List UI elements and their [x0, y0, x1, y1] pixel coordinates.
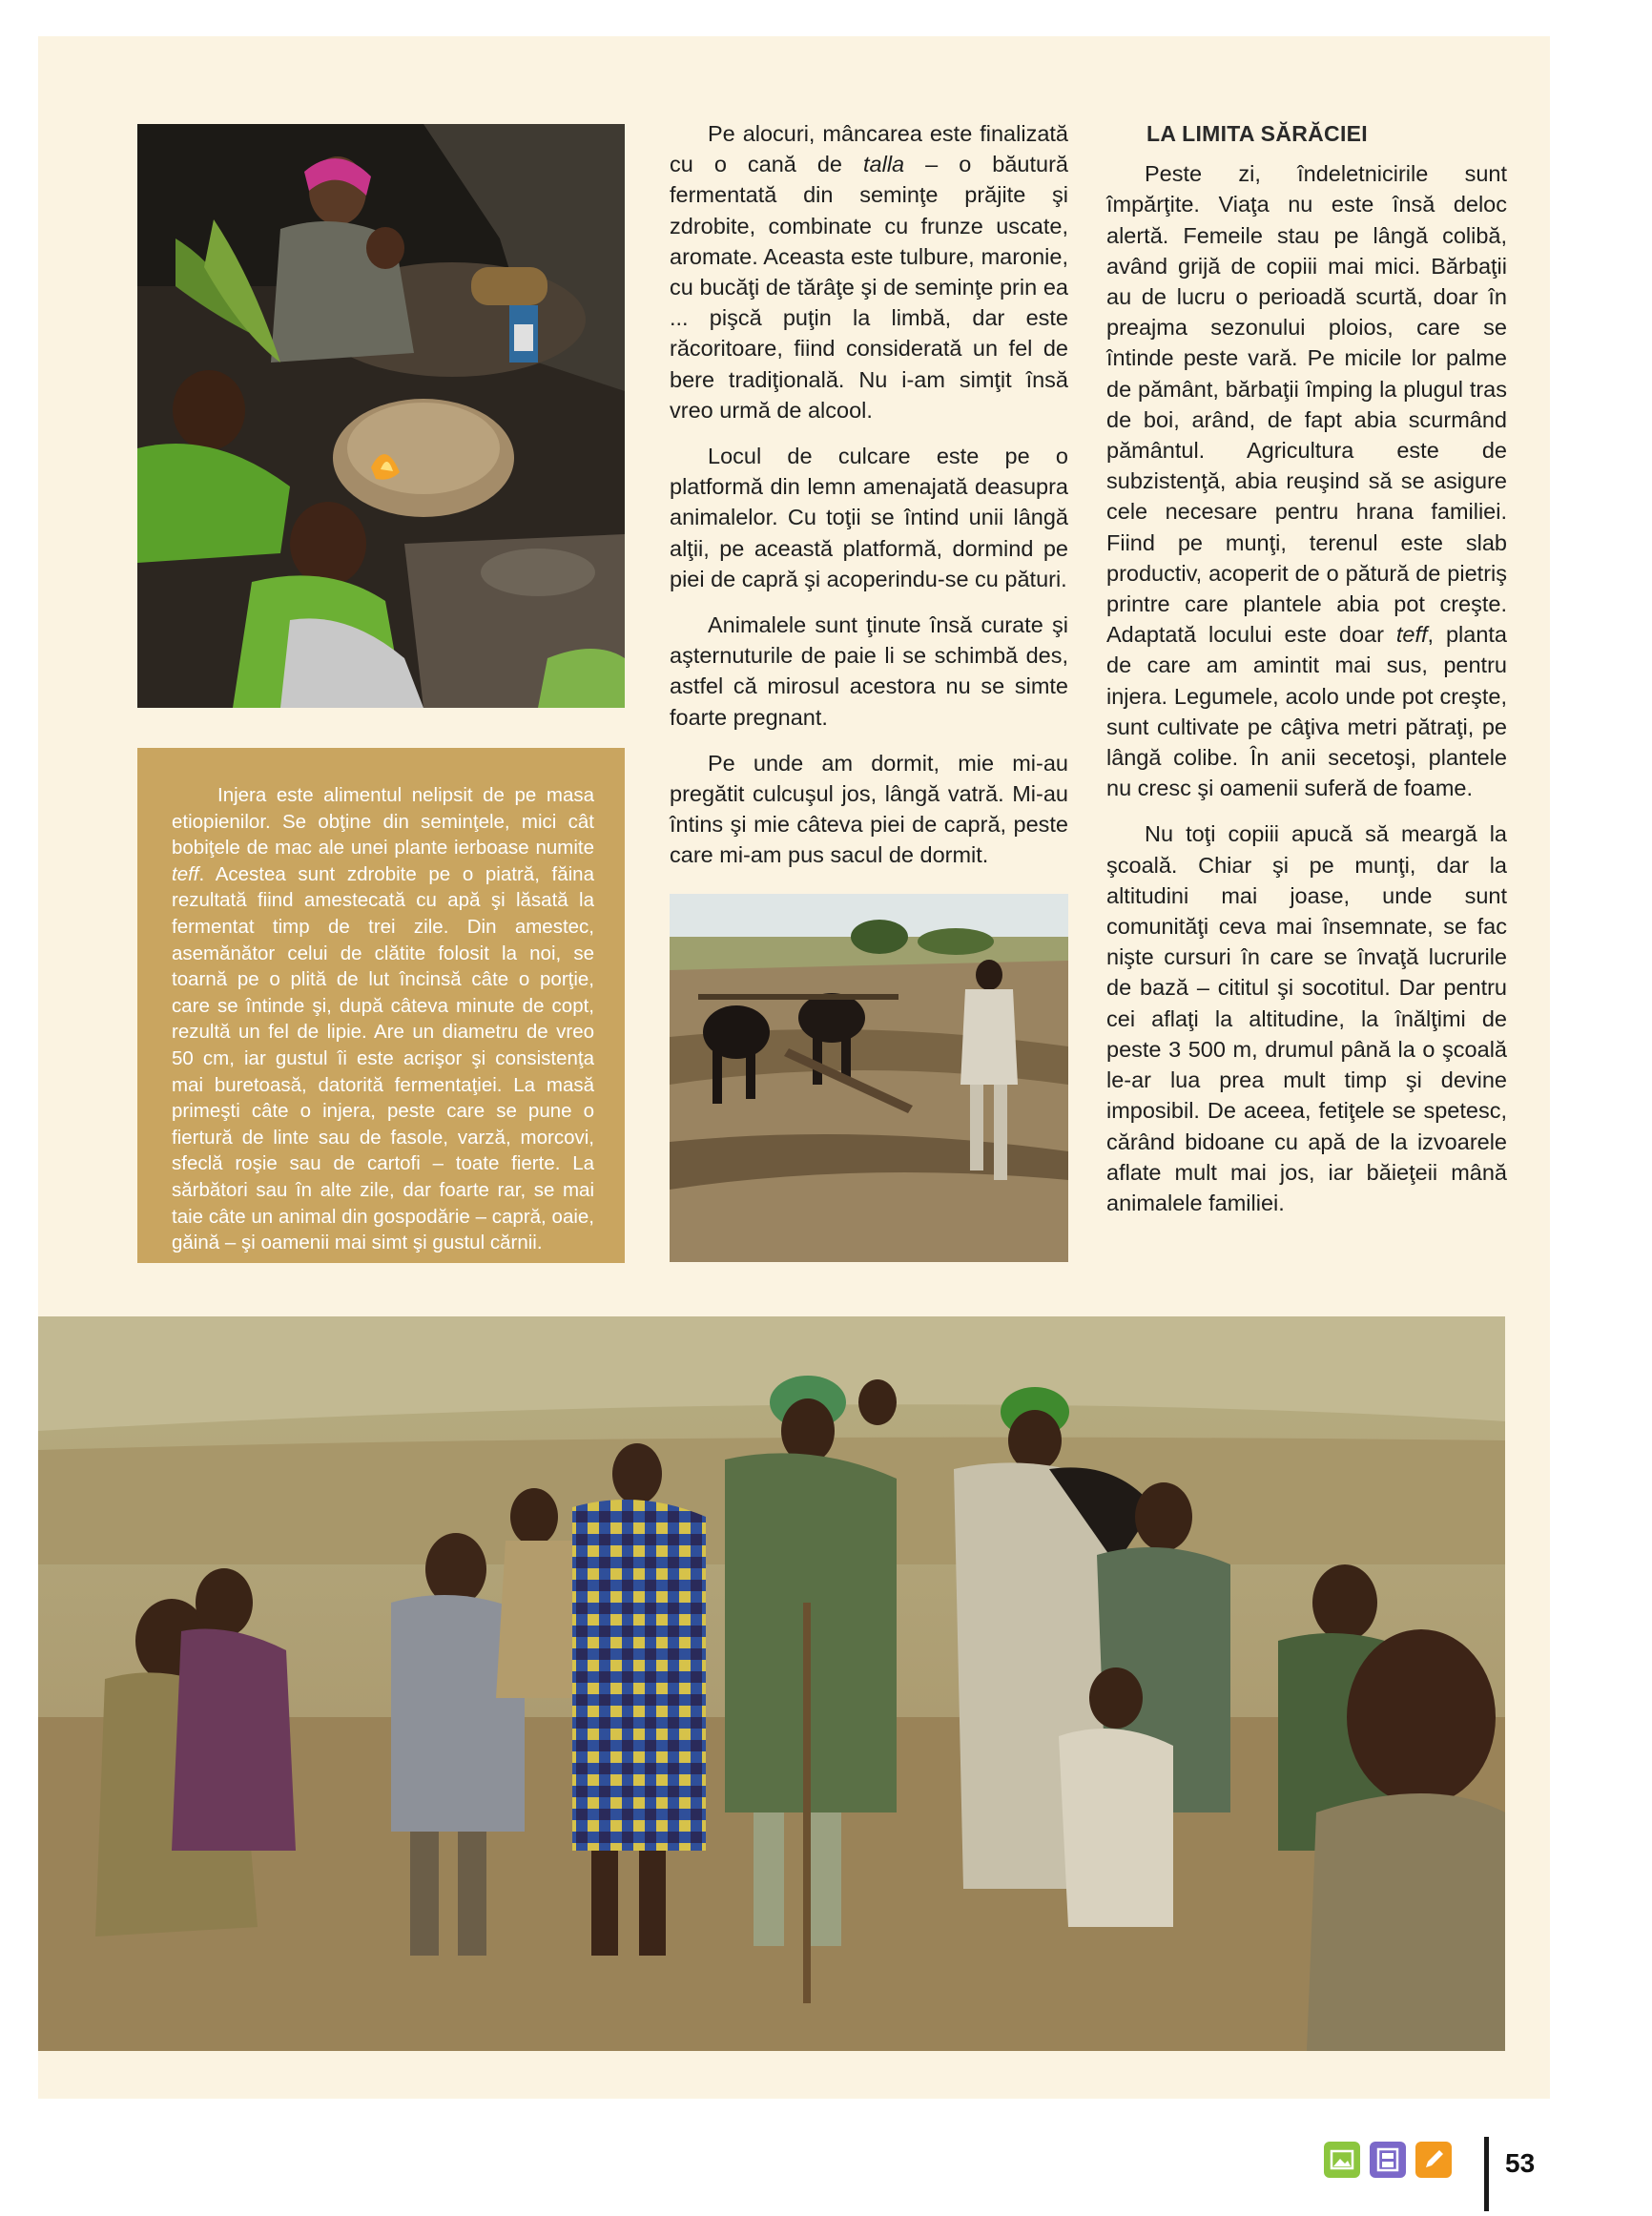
photo-hearth-image — [137, 124, 625, 708]
caption-text-part-b: . Acestea sunt zdrobite pe o piatră, făina rezultată fiind amestecată cu apă şi lăsată la fermentat timp de trei zile. Din amestec, asemănător celui de clătite folosit la noi, se toarnă pe o plită de lut încinsă câte o porţie, care se întinde şi, după câteva minute de copt, rezultă un fel de lipie. Are un diametru de vreo 50 cm, iar gustul îi este acrişor şi consistenţa mai buretoasă, datorită fermentaţiei. La masă primeşti câte o injera, peste care se pune o fiertură de linte sau de fasole, varză, morcovi, sfeclă roşie sau de cartofi – toate fierte. La sărbători sau în alte zile, dar foarte rar, se mai taie câte un animal din gospodărie – capră, oaie, găină – şi oamenii mai simt şi gustul cărnii. — [172, 862, 594, 1254]
image-icon — [1324, 2142, 1360, 2178]
image-icon-glyph — [1324, 2142, 1360, 2178]
text-column-right — [1106, 118, 1507, 1233]
paragraph-animals: Animalele sunt ţinute însă curate şi aşternuturile de paie li se schimbă des, astfel că mirosul acestora nu se simte foarte pregnant. — [670, 612, 1068, 730]
photo-villagers — [38, 1316, 1505, 2051]
paragraph-daily-life-part-b: , planta de care am amintit mai sus, pentru injera. Legumele, acolo unde pot creşte, sunt cultivate pe câţiva metri pătraţi, pe lângă colibe. În anii secetoşi, plantele nu cresc şi oamenii suferă de foame. — [1106, 622, 1507, 801]
paragraph-daily-life — [1106, 158, 1507, 803]
caption-text-italic: teff — [172, 862, 199, 885]
paragraph-talla-part-a: Pe alocuri, mâncarea este finalizată cu o cană de — [670, 121, 1068, 177]
paragraph-talla-italic: talla — [863, 152, 905, 177]
caption-text — [172, 782, 594, 1256]
page-number-divider — [1484, 2137, 1489, 2211]
paragraph-talla — [670, 118, 1068, 425]
film-icon-glyph — [1370, 2142, 1406, 2178]
photo-hearth — [137, 124, 625, 708]
paragraph-sleeping-platform: Locul de culcare este pe o platformă din lemn amenajată deasupra animalelor. Cu toţii se întind unii lângă alţii, pe această platformă, dormind pe piei de capră şi acoperindu-se cu pături. — [670, 444, 1068, 591]
text-column-middle — [670, 118, 1068, 886]
caption-box-injera — [137, 748, 625, 1263]
photo-plowing-image — [670, 894, 1068, 1262]
pencil-icon-glyph — [1415, 2142, 1452, 2178]
page-number: 53 — [1505, 2148, 1536, 2178]
photo-plowing — [670, 894, 1068, 1262]
film-icon — [1370, 2142, 1406, 2178]
section-heading: LA LIMITA SĂRĂCIEI — [1146, 121, 1368, 146]
paragraph-sleeping-place: Pe unde am dormit, mie mi-au pregătit culcuşul jos, lângă vatră. Mi-au întins şi mie câteva piei de capră, peste care mi-am pus sacul de dormit. — [670, 750, 1068, 868]
paragraph-school: Nu toţi copiii apucă să meargă la şcoală. Chiar şi pe munţi, dar la altitudini mai joase, unde sunt comunităţi ceva mai însemnate, se fac nişte cursuri în care se învaţă lucrurile de bază – cititul şi socotitul. Dar pentru cei aflaţi la altitudine, la înălţimi de peste 3 500 m, drumul până la o şcoală le-ar lua prea mult timp şi devine imposibil. De aceea, fetiţele se spetesc, cărând bidoane cu apă de la izvoarele aflate mult mai jos, iar băieţeii mână animalele familiei. — [1106, 821, 1507, 1215]
paragraph-talla-part-b: – o băutură fermentată din seminţe prăjite şi zdrobite, combinate cu frunze uscate, aromate. Aceasta este tulbure, maronie, cu bucăţi de tărâţe şi de seminţe prin ea ... pişcă puţin la limbă, dar este răcoritoare, fiind considerată un fel de bere tradiţională. Nu i-am simţit însă vreo urmă de alcool. — [670, 152, 1068, 423]
paragraph-daily-life-part-a: Peste zi, îndeletnicirile sunt împărţite. Viaţa nu este însă deloc alertă. Femeile stau pe lângă colibă, având grijă de copiii mai mici. Bărbaţii au de lucru o perioadă scurtă, doar în preajma sezonului ploios, care se întinde peste vară. Pe micile lor palme de pământ, bărbaţii împing la plugul tras de boi, arând, de fapt abia scurmând pământul. Agricultura este de subzistenţă, abia reuşind să se asigure cele necesare pentru hrana familiei. Fiind pe munţi, terenul este slab productiv, acoperit de o pătură de pietriş printre care plantele abia pot creşte. Adaptată locului este doar — [1106, 161, 1507, 648]
pencil-icon — [1415, 2142, 1452, 2178]
caption-text-part-a: Injera este alimentul nelipsit de pe masa etiopienilor. Se obţine din seminţele, mici cât bobiţele de mac ale unei plante ierboase numite — [172, 784, 594, 859]
paragraph-daily-life-italic: teff — [1395, 622, 1428, 648]
photo-villagers-image — [38, 1316, 1505, 2051]
